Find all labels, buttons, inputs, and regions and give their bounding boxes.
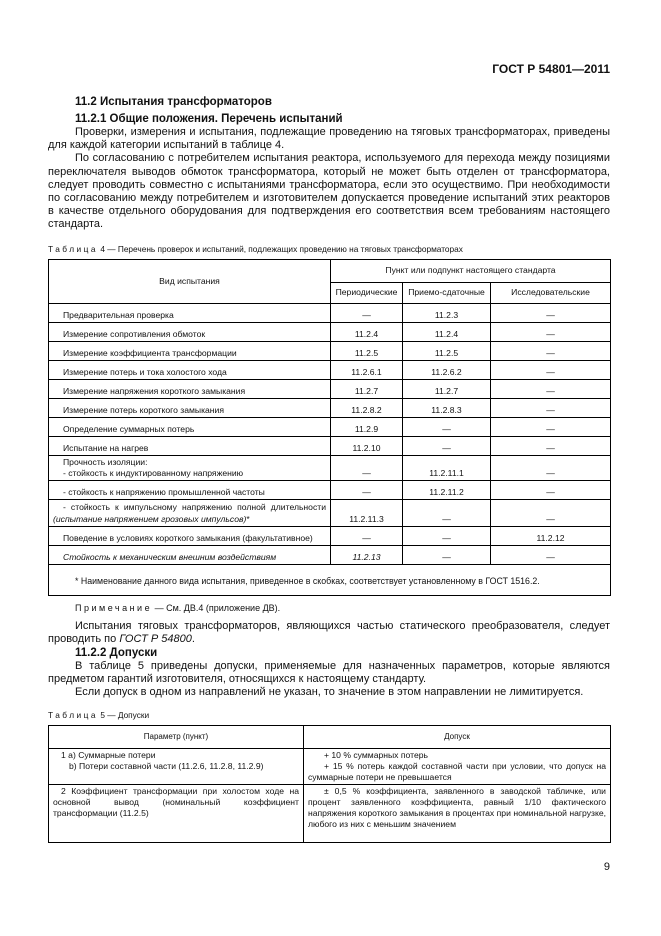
- cell: Стойкость к механическим внешним воздействиям: [49, 545, 331, 564]
- table-row: [49, 784, 611, 842]
- table-5: [48, 725, 611, 843]
- col-header-research: Исследовательские: [491, 282, 611, 303]
- text: 1 a) Суммарные потери: [61, 749, 156, 760]
- text: Испытания тяговых трансформаторов, являющихся частью статического преобразователя, следует проводить по: [48, 619, 610, 645]
- text: + 10 % суммарных потерь: [324, 749, 428, 760]
- page-number: 9: [603, 860, 610, 873]
- table-row: [49, 360, 611, 379]
- cell: —: [491, 303, 611, 322]
- table-row: [49, 379, 611, 398]
- text: + 15 % потерь каждой составной части при условии, что допуск на суммарные потери не превышается: [308, 760, 606, 782]
- cell: 11.2.11.1: [403, 455, 491, 480]
- cell: 11.2.6.2: [403, 360, 491, 379]
- paragraph: Если допуск в одном из направлений не указан, то значение в этом направлении не лимитируется.: [75, 686, 584, 699]
- cell: [49, 499, 331, 526]
- cell: Измерение коэффициента трансформации: [49, 341, 331, 360]
- document-header: ГОСТ Р 54801—2011: [492, 62, 610, 76]
- cell: 11.2.9: [331, 417, 403, 436]
- cell: 11.2.5: [403, 341, 491, 360]
- cell: 2 Коэффициент трансформации при холостом ходе на основной вывод (номинальный коэффициент трансформации (11.2.5): [49, 784, 304, 842]
- cell: - стойкость к напряжению промышленной частоты: [49, 480, 331, 499]
- table-4-caption: [48, 244, 610, 255]
- cell: 11.2.11.2: [403, 480, 491, 499]
- cell: —: [403, 436, 491, 455]
- section-heading-11-2-2: 11.2.2 Допуски: [75, 647, 158, 660]
- cell: 11.2.8.3: [403, 398, 491, 417]
- cell: Измерение потерь короткого замыкания: [49, 398, 331, 417]
- cell: —: [491, 417, 611, 436]
- section-heading-11-2: 11.2 Испытания трансформаторов: [75, 96, 272, 108]
- cell: —: [491, 360, 611, 379]
- cell: Измерение напряжения короткого замыкания: [49, 379, 331, 398]
- cell: —: [491, 545, 611, 564]
- cell: —: [491, 341, 611, 360]
- col-header-periodic: Периодические: [331, 282, 403, 303]
- cell: 11.2.8.2: [331, 398, 403, 417]
- paragraph: По согласованию с потребителем испытания реактора, используемого для перехода между позициями переключателя выводов обмоток трансформатора, который не может быть отделен от трансформатора, следует проводить совместно с испытаниями трансформатора, если это осуществимо. При необходимости по согласованию между потребителем и изготовителем допускается проведение испытаний этих реакторов в качестве отдельного оборудования для подтверждения его соответствия всем требованиям настоящего стандарта.: [48, 152, 610, 231]
- cell: [49, 748, 304, 784]
- cell: —: [491, 455, 611, 480]
- cell: - стойкость к индуктированному напряжению: [63, 467, 244, 478]
- table-row: [49, 322, 611, 341]
- paragraph: Проверки, измерения и испытания, подлежащие проведению на тяговых трансформаторах, приведены для каждой категории испытаний в таблице 4.: [48, 126, 610, 152]
- cell: 11.2.7: [403, 379, 491, 398]
- paragraph: В таблице 5 приведены допуски, применяемые для назначенных параметров, которые являются предметом гарантий изготовителя, относящихся к настоящему стандарту.: [48, 660, 610, 686]
- note-word: Примечание: [75, 602, 153, 613]
- note: [48, 602, 610, 614]
- text: b) Потери составной части (11.2.6, 11.2.8, 11.2.9): [69, 760, 264, 771]
- text: ГОСТ Р 54800: [119, 632, 192, 645]
- cell: —: [331, 480, 403, 499]
- table-row: [49, 455, 331, 480]
- cell: Поведение в условиях короткого замыкания (факультативное): [49, 526, 331, 545]
- table-row: [49, 398, 611, 417]
- caption-text: 4 — Перечень проверок и испытаний, подлежащих проведению на тяговых трансформаторах: [98, 243, 463, 254]
- col-header-param: Параметр (пункт): [49, 725, 304, 748]
- cell: —: [403, 417, 491, 436]
- cell: —: [403, 545, 491, 564]
- text: - стойкость к импульсному напряжению полной длительности: [63, 501, 326, 512]
- cell: 11.2.4: [403, 322, 491, 341]
- cell: —: [331, 526, 403, 545]
- table-4: [48, 259, 611, 596]
- cell: 11.2.13: [331, 545, 403, 564]
- col-header-group: Пункт или подпункт настоящего стандарта: [331, 259, 611, 282]
- cell: —: [491, 480, 611, 499]
- cell: 11.2.12: [491, 526, 611, 545]
- cell: 11.2.7: [331, 379, 403, 398]
- table-row: [49, 436, 611, 455]
- caption-word: Таблица: [48, 709, 99, 720]
- cell: 11.2.11.3: [331, 499, 403, 526]
- cell: —: [491, 499, 611, 526]
- note-text: — См. ДВ.4 (приложение ДВ).: [152, 602, 281, 613]
- text: (испытание напряжением грозовых импульсов): [53, 513, 247, 524]
- cell: 11.2.6.1: [331, 360, 403, 379]
- cell: —: [331, 455, 403, 480]
- cell: —: [403, 499, 491, 526]
- cell: Измерение сопротивления обмоток: [49, 322, 331, 341]
- cell: —: [491, 379, 611, 398]
- cell: —: [491, 322, 611, 341]
- paragraph: [48, 620, 610, 646]
- table-5-caption: [48, 710, 610, 721]
- cell: Испытание на нагрев: [49, 436, 331, 455]
- table-footnote: * Наименование данного вида испытания, приведенное в скобках, соответствует установленному в ГОСТ 1516.2.: [49, 564, 611, 595]
- cell: Определение суммарных потерь: [49, 417, 331, 436]
- cell: —: [403, 526, 491, 545]
- cell: [304, 748, 611, 784]
- cell: 11.2.10: [331, 436, 403, 455]
- section-heading-11-2-1: 11.2.1 Общие положения. Перечень испытаний: [75, 113, 343, 125]
- text: .: [191, 632, 195, 645]
- cell: Предварительная проверка: [49, 303, 331, 322]
- cell: —: [331, 303, 403, 322]
- table-row: [49, 341, 611, 360]
- col-header-test: Вид испытания: [49, 259, 331, 303]
- cell: ± 0,5 % коэффициента, заявленного в заводской табличке, или процент заявленного коэффициента, равный 1/10 фактического напряжения короткого замыкания в процентах при номинальной нагрузке, любого из них с меньшим значением: [304, 784, 611, 842]
- cell: Измерение потерь и тока холостого хода: [49, 360, 331, 379]
- cell: 11.2.4: [331, 322, 403, 341]
- caption-word: Таблица: [48, 243, 99, 254]
- cell: 11.2.5: [331, 341, 403, 360]
- caption-text: 5 — Допуски: [98, 709, 150, 720]
- col-header-tolerance: Допуск: [304, 725, 611, 748]
- cell: 11.2.3: [403, 303, 491, 322]
- table-row: [49, 303, 611, 322]
- table-row: [49, 748, 611, 784]
- cell: —: [491, 398, 611, 417]
- col-header-acceptance: Приемо-сдаточные: [403, 282, 491, 303]
- footnote-mark: *: [246, 513, 250, 524]
- table-row: [49, 417, 611, 436]
- insulation-title: Прочность изоляции:: [63, 456, 148, 467]
- cell: —: [491, 436, 611, 455]
